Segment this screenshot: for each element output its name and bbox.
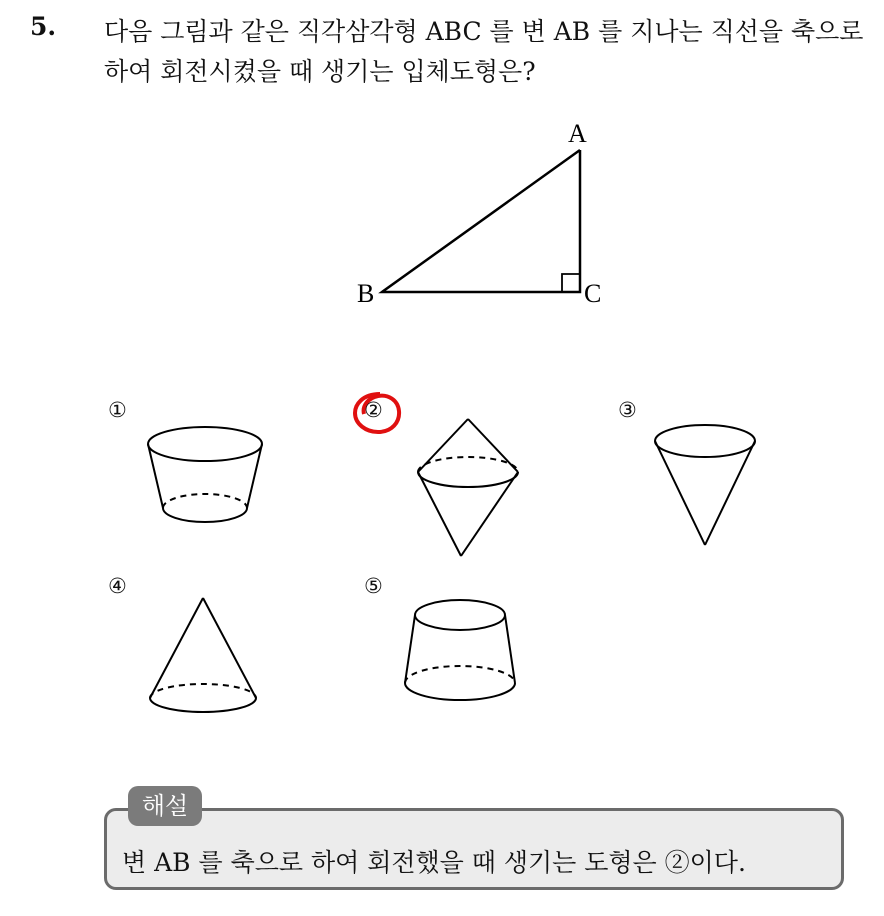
vertex-a-label: A <box>568 119 587 148</box>
solution-tab: 해설 <box>128 786 202 826</box>
solid-4-cone <box>150 598 256 712</box>
choice-3-label: ③ <box>618 398 637 422</box>
solid-1-inverted-frustum <box>148 427 262 522</box>
solid-3-inverted-cone <box>655 425 755 545</box>
solid-2-double-cone <box>418 419 518 556</box>
vertex-b-label: B <box>357 279 375 308</box>
question-line-2: 하여 회전시켰을 때 생기는 입체도형은? <box>104 57 536 86</box>
choice-4-label: ④ <box>108 574 127 598</box>
vertex-c-label: C <box>584 279 602 308</box>
right-triangle-abc <box>382 150 580 292</box>
solution-text: 변 AB 를 축으로 하여 회전했을 때 생기는 도형은 ②이다. <box>122 848 746 877</box>
solid-5-frustum <box>405 600 515 700</box>
question-line-1: 다음 그림과 같은 직각삼각형 ABC 를 변 AB 를 지나는 직선을 축으로 <box>104 17 864 46</box>
question-number: 5. <box>30 12 57 41</box>
choice-2-label: ② <box>364 398 383 422</box>
choice-5-label: ⑤ <box>364 574 383 598</box>
triangle-outline <box>382 150 580 292</box>
right-angle-mark <box>562 274 580 292</box>
choice-1-label: ① <box>108 398 127 422</box>
